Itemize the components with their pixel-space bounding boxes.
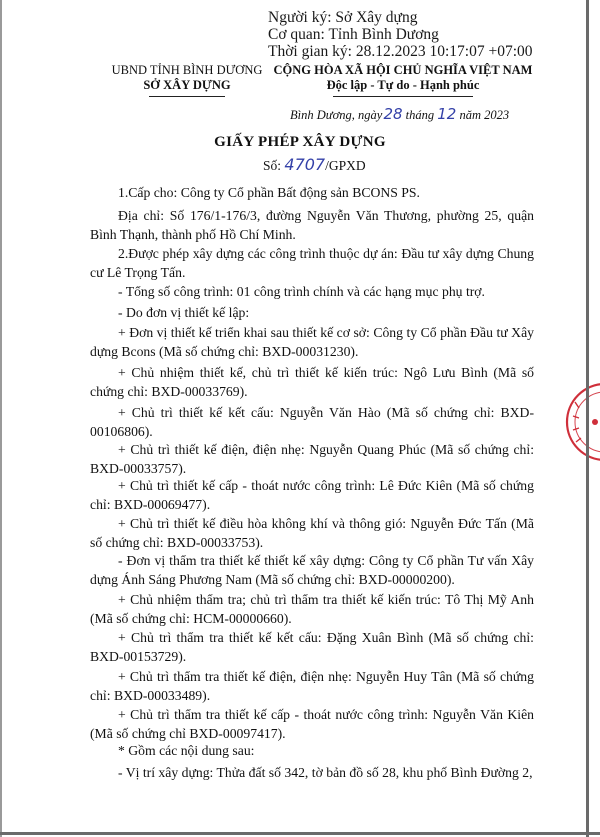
date-day: 28 (383, 105, 403, 123)
paragraph-4: - Tổng số công trình: 01 công trình chính và các hạng mục phụ trợ. (118, 284, 485, 299)
paragraph-14: + Chủ trì thẩm tra thiết kế kết cấu: Đặng Xuân Bình (Mã số chứng chỉ: BXD-00153729). (90, 630, 534, 664)
paragraph-2: Địa chỉ: Số 176/1-176/3, đường Nguyễn Văn Thương, phường 25, quận Bình Thạnh, thành phố Hồ Chí Minh. (90, 208, 534, 242)
signature-signer: Người ký: Sở Xây dựng (268, 9, 418, 26)
paragraph-13: + Chủ nhiệm thẩm tra; chủ trì thẩm tra thiết kế kiến trúc: Tô Thị Mỹ Anh (Mã số chứng chỉ: HCM-00000660). (90, 592, 534, 626)
date-month-label: tháng (405, 108, 435, 122)
paragraph-15: + Chủ trì thẩm tra thiết kế điện, điện nhẹ: Nguyễn Huy Tân (Mã số chứng chỉ: BXD-00033489). (90, 669, 534, 703)
paragraph-11: + Chủ trì thiết kế điều hòa không khí và thông gió: Nguyễn Đức Tấn (Mã số chứng chỉ: BXD-00033753). (90, 516, 534, 550)
agency-line-2: SỞ XÂY DỰNG (143, 78, 231, 92)
number-handwritten: 4707 (284, 155, 326, 174)
paragraph-7: + Chủ nhiệm thiết kế, chủ trì thiết kế kiến trúc: Ngô Lưu Bình (Mã số chứng chỉ: BXD-00033769). (90, 365, 534, 399)
permit-number (263, 155, 366, 174)
number-prefix: Số: (263, 158, 282, 173)
number-suffix: /GPXD (325, 158, 366, 173)
issue-date (290, 105, 509, 123)
paragraph-17: * Gồm các nội dung sau: (118, 743, 255, 758)
paragraph-16: + Chủ trì thẩm tra thiết kế cấp - thoát nước công trình: Nguyễn Văn Kiên (Mã số chứng chỉ BXD-00097417). (90, 707, 534, 741)
paragraph-5: - Do đơn vị thiết kế lập: (118, 305, 250, 320)
signature-organization: Cơ quan: Tỉnh Bình Dương (268, 26, 439, 43)
date-year: năm 2023 (459, 108, 510, 122)
signature-time: Thời gian ký: 28.12.2023 10:17:07 +07:00 (268, 43, 533, 60)
paragraph-12: - Đơn vị thẩm tra thiết kế thiết kế xây dựng: Công ty Cổ phần Tư vấn Xây dựng Ánh Sáng Phương Nam (Mã số chứng chỉ: BXD-00000200). (90, 553, 534, 587)
nation-heading: CỘNG HÒA XÃ HỘI CHỦ NGHĨA VIỆT NAM (273, 63, 533, 77)
document-title: GIẤY PHÉP XÂY DỰNG (214, 134, 386, 150)
paragraph-3: 2.Được phép xây dựng các công trình thuộc dự án: Đầu tư xây dựng Chung cư Lê Trọng Tấn. (90, 246, 534, 280)
paragraph-1: 1.Cấp cho: Công ty Cổ phần Bất động sản BCONS PS. (118, 185, 420, 200)
paragraph-8: + Chủ trì thiết kế kết cấu: Nguyễn Văn Hào (Mã số chứng chỉ: BXD-00106806). (90, 405, 534, 439)
date-month: 12 (437, 105, 457, 123)
date-prefix: Bình Dương, ngày (290, 108, 383, 122)
paragraph-18: - Vị trí xây dựng: Thửa đất số 342, tờ bản đồ số 28, khu phố Bình Đường 2, (118, 765, 533, 780)
agency-line-1: UBND TỈNH BÌNH DƯƠNG (111, 63, 263, 77)
page-edge-left (0, 0, 2, 837)
motto-underline (333, 96, 473, 97)
paragraph-6: + Đơn vị thiết kế triển khai sau thiết kế cơ sở: Công ty Cổ phần Đầu tư Xây dựng Bcons (Mã số chứng chỉ: BXD-00031230). (90, 325, 534, 359)
motto: Độc lập - Tự do - Hạnh phúc (326, 78, 480, 92)
paragraph-9: + Chủ trì thiết kế điện, điện nhẹ: Nguyễn Quang Phúc (Mã số chứng chỉ: BXD-00033757). (90, 442, 534, 476)
page-edge-right (586, 0, 589, 837)
paragraph-10: + Chủ trì thiết kế cấp - thoát nước công trình: Lê Đức Kiên (Mã số chứng chỉ: BXD-00069477). (90, 478, 534, 512)
official-seal-icon (565, 372, 600, 472)
page-edge-bottom (0, 832, 600, 835)
agency-underline (149, 96, 225, 97)
